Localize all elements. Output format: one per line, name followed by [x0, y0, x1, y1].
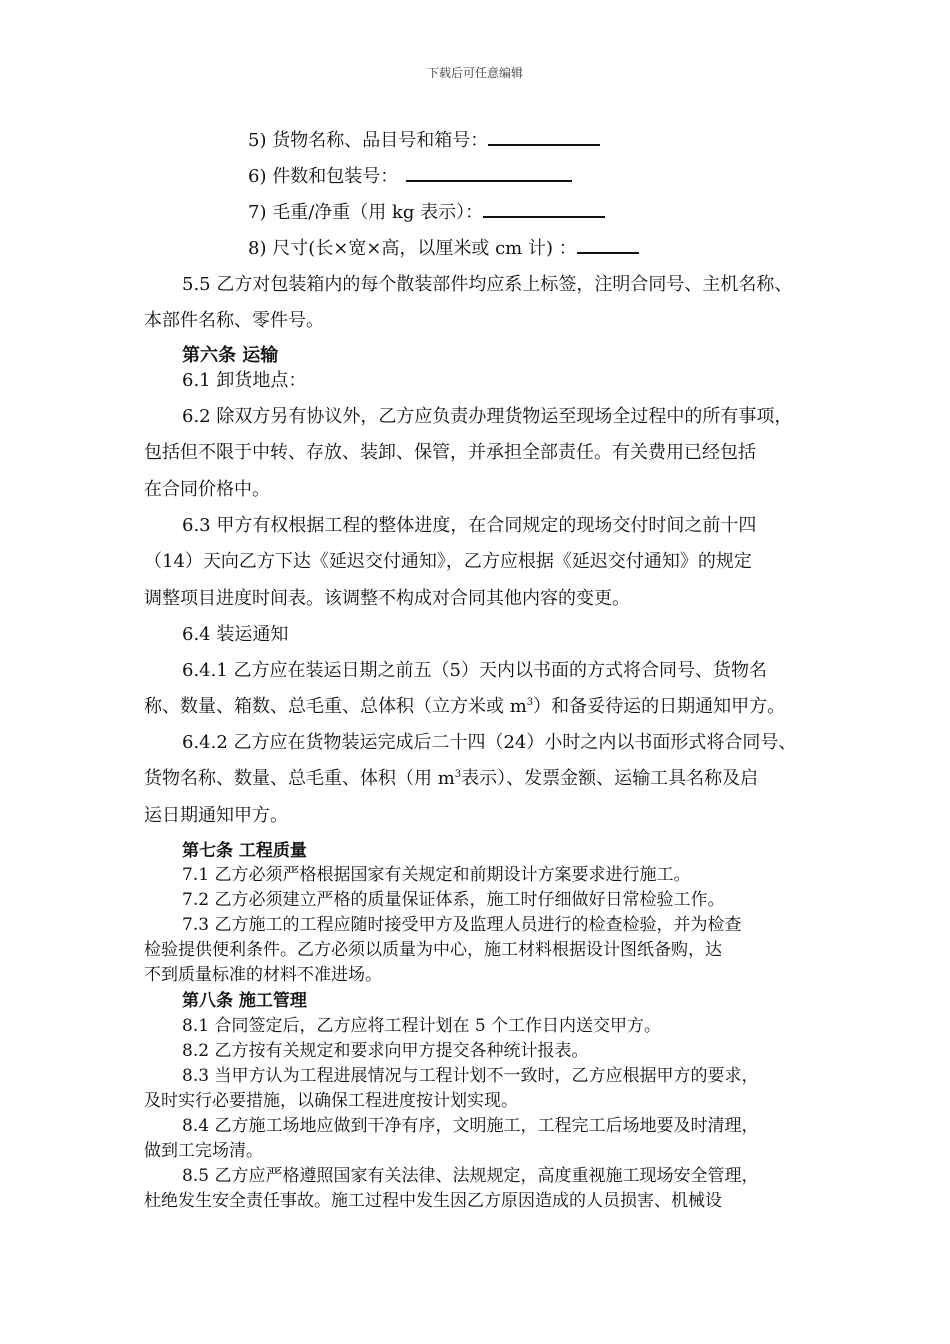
article-7-title: 第七条 工程质量 — [182, 841, 307, 861]
text-run: 称、数量、箱数、总毛重、总体积（立方米或 m — [144, 696, 527, 717]
text-run: ）和备妥待运的日期通知甲方。 — [533, 696, 786, 717]
item-5 — [248, 126, 600, 152]
para-5-5-line: 本部件名称、零件号。 — [144, 310, 324, 331]
item-5-label: 5) 货物名称、品目号和箱号： — [248, 130, 489, 151]
para-8-2: 8.2 乙方按有关规定和要求向甲方提交各种统计报表。 — [182, 1041, 589, 1061]
para-5-5-line: 5.5 乙方对包装箱内的每个散装部件均应系上标签，注明合同号、主机名称、 — [182, 274, 793, 295]
fill-blank — [488, 130, 600, 146]
para-6-2-line: 在合同价格中。 — [144, 479, 270, 500]
item-6 — [248, 162, 572, 188]
text-run: 表示）、发票金额、运输工具名称及启 — [461, 768, 759, 789]
para-8-1: 8.1 合同签定后，乙方应将工程计划在 5 个工作日内送交甲方。 — [182, 1016, 662, 1036]
para-7-3-line: 不到质量标准的材料不准进场。 — [144, 965, 382, 985]
para-8-4-line: 做到工完场清。 — [144, 1141, 263, 1161]
item-6-label: 6) 件数和包装号： — [248, 166, 399, 187]
para-6-4-1-line — [144, 692, 785, 718]
fill-blank — [406, 166, 572, 182]
para-6-3-line: 6.3 甲方有权根据工程的整体进度，在合同规定的现场交付时间之前十四 — [182, 515, 757, 536]
para-8-5-line: 杜绝发生安全责任事故。施工过程中发生因乙方原因造成的人员损害、机械设 — [144, 1191, 722, 1211]
item-7-label: 7) 毛重/净重（用 kg 表示）： — [248, 202, 484, 223]
para-6-4-1-line: 6.4.1 乙方应在装运日期之前五（5）天内以书面的方式将合同号、货物名 — [182, 660, 767, 681]
para-6-4: 6.4 装运通知 — [182, 624, 289, 645]
article-8-title: 第八条 施工管理 — [182, 991, 307, 1011]
para-7-1: 7.1 乙方必须严格根据国家有关规定和前期设计方案要求进行施工。 — [182, 865, 691, 885]
superscript: 3 — [454, 769, 462, 780]
para-6-4-2-line: 6.4.2 乙方应在货物装运完成后二十四（24）小时之内以书面形式将合同号、 — [182, 732, 797, 753]
text-run: 货物名称、数量、总毛重、体积（用 m — [144, 768, 455, 789]
para-7-3-line: 7.3 乙方施工的工程应随时接受甲方及监理人员进行的检查检验，并为检查 — [182, 915, 742, 935]
para-6-3-line: （14）天向乙方下达《延迟交付通知》，乙方应根据《延迟交付通知》的规定 — [144, 551, 752, 572]
para-6-2-line: 包括但不限于中转、存放、装卸、保管，并承担全部责任。有关费用已经包括 — [144, 442, 756, 463]
page-header: 下载后可任意编辑 — [426, 66, 523, 80]
para-6-2-line: 6.2 除双方另有协议外，乙方应负责办理货物运至现场全过程中的所有事项， — [182, 406, 793, 427]
fill-blank — [577, 238, 639, 254]
fill-blank — [483, 202, 605, 218]
para-8-4-line: 8.4 乙方施工场地应做到干净有序，文明施工，工程完工后场地要及时清理， — [182, 1116, 759, 1136]
para-8-3-line: 8.3 当甲方认为工程进展情况与工程计划不一致时，乙方应根据甲方的要求， — [182, 1066, 759, 1086]
article-6-title: 第六条 运输 — [182, 345, 279, 366]
superscript: 3 — [526, 697, 534, 708]
para-6-4-2-line: 运日期通知甲方。 — [144, 805, 288, 826]
para-7-2: 7.2 乙方必须建立严格的质量保证体系，施工时仔细做好日常检验工作。 — [182, 890, 725, 910]
para-6-3-line: 调整项目进度时间表。该调整不构成对合同其他内容的变更。 — [144, 588, 630, 609]
para-8-3-line: 及时实行必要措施，以确保工程进度按计划实现。 — [144, 1091, 518, 1111]
para-6-4-2-line — [144, 764, 758, 790]
para-8-5-line: 8.5 乙方应严格遵照国家有关法律、法规规定，高度重视施工现场安全管理， — [182, 1166, 759, 1186]
item-8-label: 8) 尺寸(长×宽×高，以厘米或 cm 计) ： — [248, 238, 577, 259]
para-6-1: 6.1 卸货地点： — [182, 370, 307, 391]
para-7-3-line: 检验提供便利条件。乙方必须以质量为中心，施工材料根据设计图纸备购，达 — [144, 940, 722, 960]
item-8 — [248, 234, 639, 260]
item-7 — [248, 198, 605, 224]
